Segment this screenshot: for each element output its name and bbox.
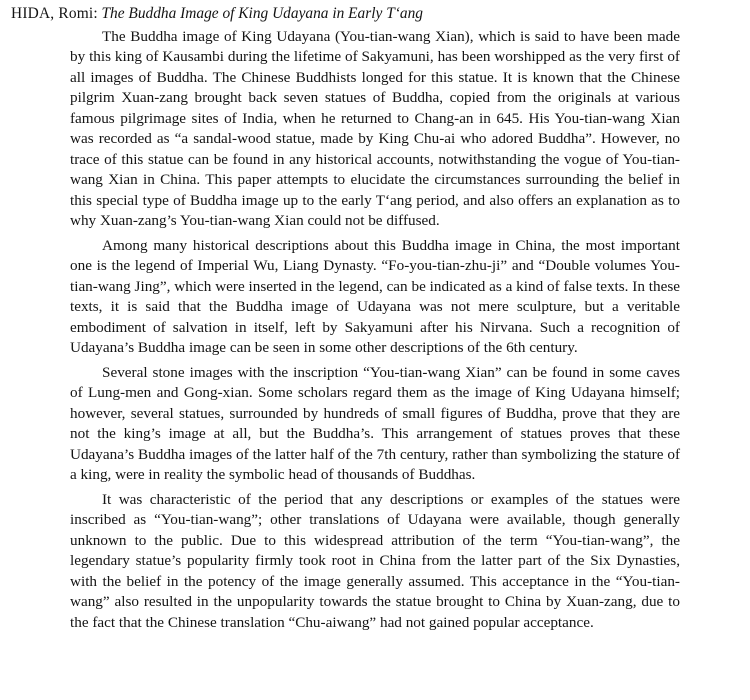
abstract-paragraph-2: Among many historical descriptions about this Buddha image in China, the most important one is the legend of Imperial Wu, Liang Dynasty. “Fo-you-tian-zhu-ji” and “Double volumes You-tian-wang Jing”, which were inserted in the legend, can be indicated as a kind of false texts. In these texts, it is said that the Buddha image of Udayana was not mere sculpture, but a veritable embodiment of salvation in itself, left by Sakyamuni after his Nirvana. Such a recognition of Udayana’s Buddha image can be seen in some other descriptions of the 6th century. [70, 236, 680, 356]
article-page [11, 4, 680, 637]
article-title: The Buddha Image of King Udayana in Early T‘ang [101, 5, 423, 22]
abstract-paragraph-3: Several stone images with the inscription “You-tian-wang Xian” can be found in some caves of Lung-men and Gong-xian. Some scholars regard them as the image of King Udayana himself; however, several statues, surrounded by hundreds of small figures of Buddha, prove that they are not the king’s image at all, but the Buddha’s. This arrangement of statues proves that these Udayana’s Buddha images of the latter half of the 7th century, rather than symbolizing the stature of a king, were in reality the symbolic head of thousands of Buddhas. [70, 363, 680, 483]
abstract-paragraph-4: It was characteristic of the period that any descriptions or examples of the statues were inscribed as “You-tian-wang”; other translations of Udayana were available, though generally unknown to the public. Due to this widespread attribution of the term “You-tian-wang”, the legendary statue’s popularity firmly took root in China from the latter part of the Six Dynasties, with the belief in the potency of the image generally assumed. This acceptance in the “You-tian-wang” also resulted in the unpopularity towards the statue brought to China by Xuan-zang, due to the fact that the Chinese translation “Chu-aiwang” had not gained popular acceptance. [70, 490, 680, 631]
abstract-paragraph-1: The Buddha image of King Udayana (You-tian-wang Xian), which is said to have been made by this king of Kausambi during the lifetime of Sakyamuni, has been worshipped as the very first of all images of Buddha. The Chinese Buddhists longed for this statue. It is known that the Chinese pilgrim Xuan-zang brought back seven statues of Buddha, copied from the originals at various famous pilgrimage sites of India, when he returned to Chang-an in 645. His You-tian-wang Xian was recorded as “a sandal-wood statue, made by King Chu-ai who adored Buddha”. However, no trace of this statue can be found in any historical accounts, notwithstanding the vogue of You-tian-wang Xian in China. This paper attempts to elucidate the circumstances surrounding the belief in this special type of Buddha image up to the early T‘ang period, and also offers an explanation as to why Xuan-zang’s You-tian-wang Xian could not be diffused. [70, 27, 680, 229]
author-name: HIDA, Romi [11, 5, 94, 22]
header-separator: : [93, 5, 102, 22]
article-header [11, 4, 621, 25]
